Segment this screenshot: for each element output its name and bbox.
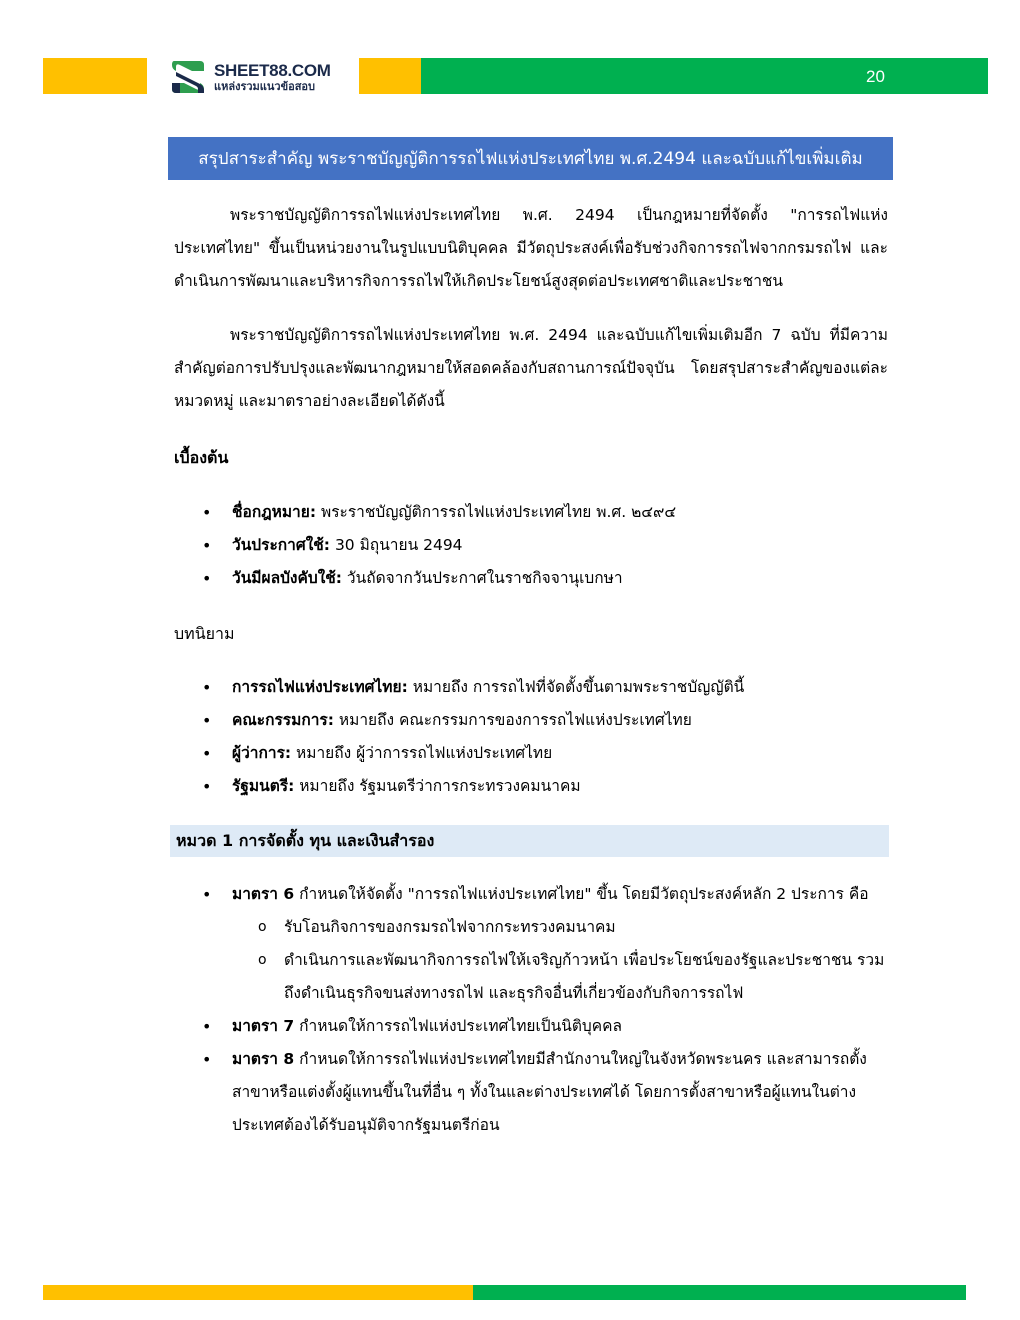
header-bar-middle [359, 58, 421, 94]
list-item [174, 529, 890, 562]
footer-bar-right [473, 1285, 966, 1300]
section-item [174, 1043, 890, 1142]
logo-subtitle: แหล่งรวมแนวข้อสอบ [214, 80, 316, 93]
chapter-1-list [174, 878, 890, 1142]
item-value: วันถัดจากวันประกาศในราชกิจจานุเบกษา [342, 569, 623, 587]
page-number: 20 [866, 67, 885, 86]
item-label: วันมีผลบังคับใช้: [232, 569, 342, 587]
intro-paragraph-2 [174, 319, 888, 418]
section-sublist [232, 911, 890, 1010]
item-label: ชื่อกฎหมาย: [232, 503, 317, 521]
item-value: หมายถึง รัฐมนตรีว่าการกระทรวงคมนาคม [294, 777, 581, 795]
definitions-list [174, 671, 890, 803]
section-item [174, 1010, 890, 1043]
list-item [174, 671, 890, 704]
sub-item: o ดำเนินการและพัฒนากิจการรถไฟให้เจริญก้าวหน้า เพื่อประโยชน์ของรัฐและประชาชน รวมถึงดำเนินธุรกิจขนส่งทางรถไฟ และธุรกิจอื่นที่เกี่ยวข้องกับกิจการรถไฟ [232, 944, 890, 1010]
list-item [174, 562, 890, 595]
list-item [174, 496, 890, 529]
preliminary-list [174, 496, 890, 595]
header-bar-right [421, 58, 988, 94]
item-label: ผู้ว่าการ: [232, 744, 292, 762]
section-label: มาตรา 8 [232, 1050, 295, 1068]
header-bar-left [43, 58, 147, 94]
logo-title: SHEET88.COM [214, 61, 331, 80]
preliminary-heading: เบื้องต้น [174, 448, 229, 467]
item-label: วันประกาศใช้: [232, 536, 331, 554]
list-item [174, 770, 890, 803]
item-label: การรถไฟแห่งประเทศไทย: [232, 678, 408, 696]
sub-item: o รับโอนกิจการของกรมรถไฟจากกระทรวงคมนาคม [232, 911, 890, 944]
intro-paragraph-2-text: พระราชบัญญัติการรถไฟแห่งประเทศไทย พ.ศ. 2494 และฉบับแก้ไขเพิ่มเติมอีก 7 ฉบับ ที่มีความสำคัญต่อการปรับปรุงและพัฒนากฎหมายให้สอดคล้องกับสถานการณ์ปัจจุบัน โดยสรุปสาระสำคัญของแต่ละหมวดหมู่ และมาตราอย่างละเอียดได้ดังนี้ [174, 326, 888, 410]
item-value: 30 มิถุนายน 2494 [330, 536, 463, 554]
section-value: กำหนดให้จัดตั้ง "การรถไฟแห่งประเทศไทย" ขึ้น โดยมีวัตถุประสงค์หลัก 2 ประการ คือ [294, 885, 869, 903]
intro-paragraph-1 [174, 199, 888, 298]
item-value: พระราชบัญญัติการรถไฟแห่งประเทศไทย พ.ศ. ๒๔๙๔ [316, 503, 677, 521]
item-value: หมายถึง คณะกรรมการของการรถไฟแห่งประเทศไทย [333, 711, 692, 729]
item-label: คณะกรรมการ: [232, 711, 334, 729]
logo [170, 58, 345, 96]
list-item [174, 704, 890, 737]
section-label: มาตรา 6 [232, 885, 295, 903]
section-label: มาตรา 7 [232, 1017, 295, 1035]
definitions-heading: บทนิยาม [174, 624, 235, 643]
chapter-1-heading: หมวด 1 การจัดตั้ง ทุน และเงินสำรอง [170, 825, 889, 857]
item-value: หมายถึง การรถไฟที่จัดตั้งขึ้นตามพระราชบัญญัตินี้ [407, 678, 745, 696]
section-value: กำหนดให้การรถไฟแห่งประเทศไทยเป็นนิติบุคคล [294, 1017, 622, 1035]
section-value: กำหนดให้การรถไฟแห่งประเทศไทยมีสำนักงานใหญ่ในจังหวัดพระนคร และสามารถตั้งสาขาหรือแต่งตั้งผู้แทนขึ้นในที่อื่น ๆ ทั้งในและต่างประเทศได้ โดยการตั้งสาขาหรือผู้แทนในต่างประเทศต้องได้รับอนุมัติจากรัฐมนตรีก่อน [232, 1050, 867, 1134]
footer-bar-left [43, 1285, 473, 1300]
document-title: สรุปสาระสำคัญ พระราชบัญญัติการรถไฟแห่งประเทศไทย พ.ศ.2494 และฉบับแก้ไขเพิ่มเติม [168, 137, 893, 180]
item-value: หมายถึง ผู้ว่าการรถไฟแห่งประเทศไทย [291, 744, 553, 762]
list-item [174, 737, 890, 770]
s-logo-icon [170, 59, 206, 95]
section-item [174, 878, 890, 1010]
intro-paragraph-1-text: พระราชบัญญัติการรถไฟแห่งประเทศไทย พ.ศ. 2494 เป็นกฎหมายที่จัดตั้ง "การรถไฟแห่งประเทศไทย" ขึ้นเป็นหน่วยงานในรูปแบบนิติบุคคล มีวัตถุประสงค์เพื่อรับช่วงกิจการรถไฟจากกรมรถไฟ และดำเนินการพัฒนาและบริหารกิจการรถไฟให้เกิดประโยชน์สูงสุดต่อประเทศชาติและประชาชน [174, 206, 888, 290]
item-label: รัฐมนตรี: [232, 777, 295, 795]
